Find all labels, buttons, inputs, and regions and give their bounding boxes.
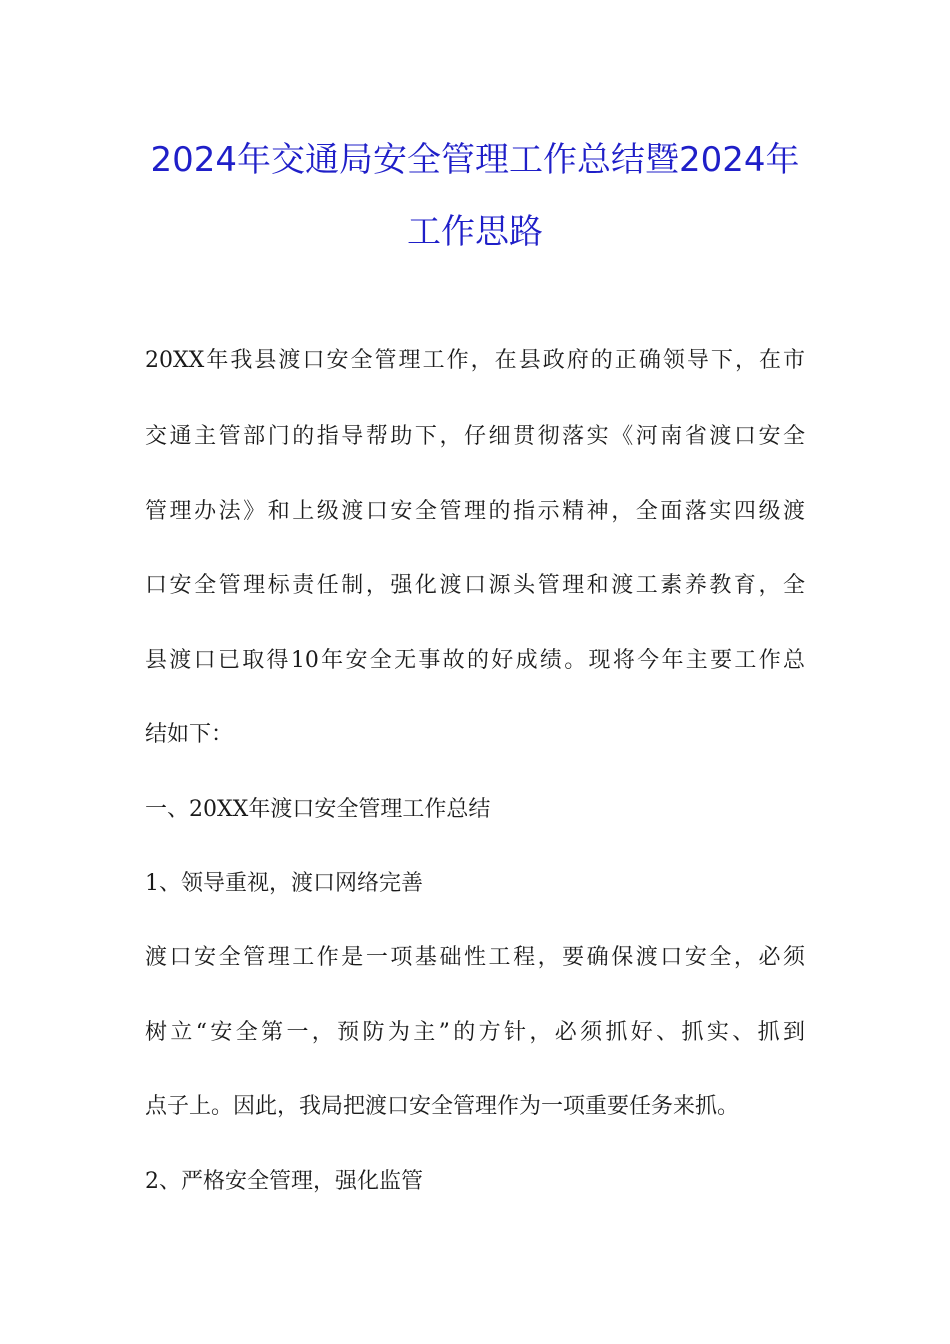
- paragraph-line: 管理办法》和上级渡口安全管理的指示精神，全面落实四级渡: [145, 499, 805, 524]
- subsection-heading: 2、严格安全管理，强化监管: [145, 1169, 423, 1194]
- document-title-line-2: 工作思路: [407, 212, 543, 252]
- paragraph-line: 树立“安全第一，预防为主”的方针，必须抓好、抓实、抓到: [145, 1020, 805, 1045]
- paragraph-line: 县渡口已取得10年安全无事故的好成绩。现将今年主要工作总: [145, 648, 805, 673]
- paragraph-line: 点子上。因此，我局把渡口安全管理作为一项重要任务来抓。: [145, 1094, 740, 1119]
- paragraph-line: 交通主管部门的指导帮助下，仔细贯彻落实《河南省渡口安全: [145, 424, 805, 449]
- paragraph-line: 渡口安全管理工作是一项基础性工程，要确保渡口安全，必须: [145, 945, 805, 970]
- document-title-line-1: 2024年交通局安全管理工作总结暨2024年: [150, 140, 800, 180]
- paragraph-line: 20XX年我县渡口安全管理工作，在县政府的正确领导下，在市: [145, 348, 805, 373]
- section-heading: 一、20XX年渡口安全管理工作总结: [145, 797, 491, 822]
- paragraph-line: 结如下：: [145, 722, 234, 747]
- subsection-heading: 1、领导重视，渡口网络完善: [145, 871, 423, 896]
- paragraph-line: 口安全管理标责任制，强化渡口源头管理和渡工素养教育，全: [145, 573, 805, 598]
